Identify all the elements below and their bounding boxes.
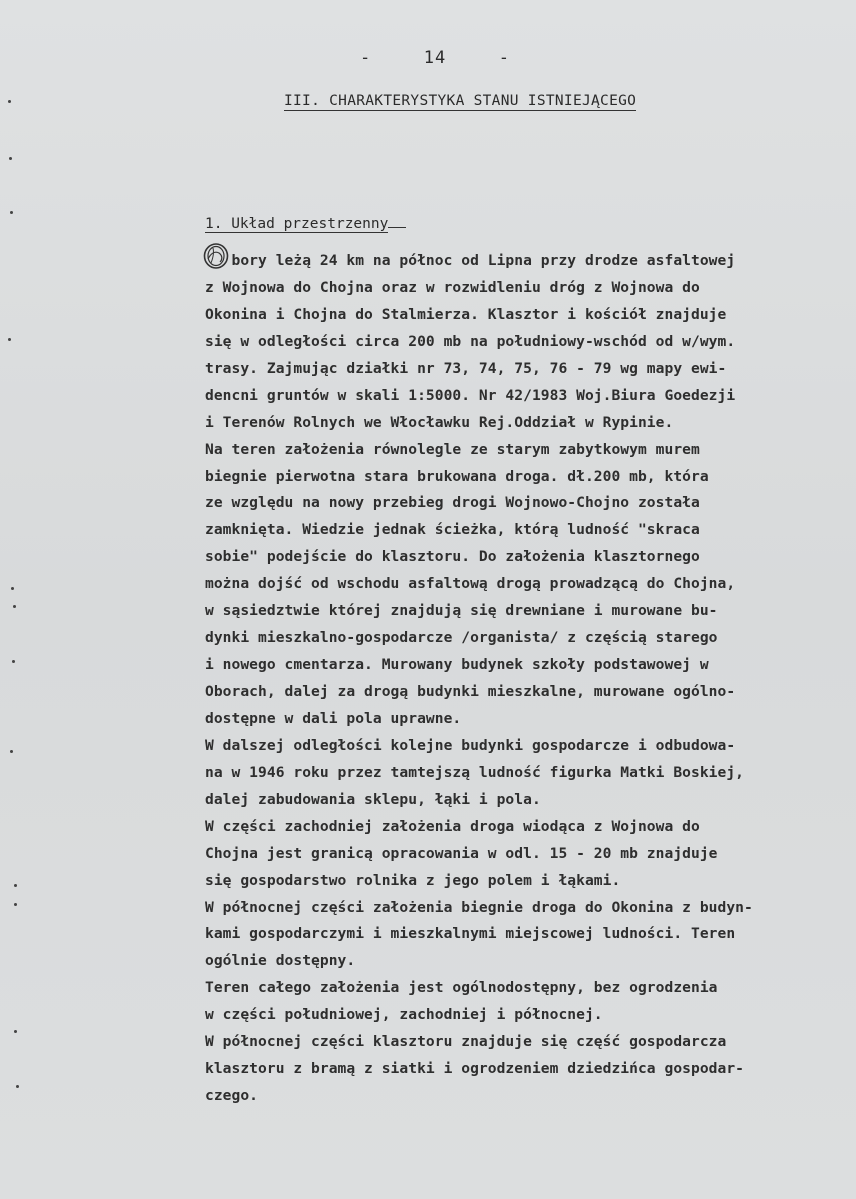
body-line: w części południowej, zachodniej i północnej. — [205, 1006, 603, 1024]
body-line: ze względu na nowy przebieg drogi Wojnowo-Chojno została — [205, 494, 700, 512]
body-line: dencni gruntów w skali 1:5000. Nr 42/1983 Woj.Biura Goedezji — [205, 386, 736, 404]
page-number-dash-left: - — [360, 48, 372, 68]
body-line: ogólnie dostępny. — [205, 952, 356, 970]
body-line: dostępne w dali pola uprawne. — [205, 709, 462, 727]
body-line: z Wojnowa do Chojna oraz w rozwidleniu dróg z Wojnowa do — [205, 278, 700, 296]
body-line: w sąsiedztwie której znajdują się drewniane i murowane bu- — [205, 602, 718, 620]
body-line: i nowego cmentarza. Murowany budynek szkoły podstawowej w — [205, 656, 709, 674]
body-line: czego. — [205, 1087, 259, 1105]
body-line: biegnie pierwotna stara brukowana droga. dł.200 mb, która — [205, 467, 709, 485]
page-number — [360, 48, 510, 68]
body-line: Oborach, dalej za drogą budynki mieszkalne, murowane ogólno- — [205, 683, 736, 700]
body-line: kami gospodarczymi i mieszkalnymi miejscowej ludności. Teren — [205, 925, 736, 943]
chapter-heading: III. CHARAKTERYSTYKA STANU ISTNIEJĄCEGO — [284, 93, 637, 109]
body-line: W części zachodniej założenia droga wiodąca z Wojnowa do — [205, 817, 700, 835]
section-heading — [205, 216, 406, 232]
body-line: się w odległości circa 200 mb na południowy-wschód od w/wym. — [205, 332, 736, 350]
body-line: Okonina i Chojna do Stalmierza. Klasztor i kościół znajduje — [205, 305, 727, 323]
body-line: dalej zabudowania sklepu, łąki i pola. — [205, 790, 541, 808]
body-line: i Terenów Rolnych we Włocławku Rej.Oddział w Rypinie. — [205, 413, 674, 431]
body-line: klasztoru z bramą z siatki i ogrodzeniem dziedzińca gospodar- — [205, 1060, 745, 1078]
body-line: Na teren założenia równolegle ze starym zabytkowym murem — [205, 440, 700, 458]
body-text — [205, 248, 855, 1110]
body-line: W północnej części założenia biegnie droga do Okonina z budyn- — [205, 898, 753, 916]
body-line: dynki mieszkalno-gospodarcze /organista/ z częścią starego — [205, 629, 718, 647]
section-title: Układ przestrzenny — [231, 216, 389, 232]
page-number-value: 14 — [423, 48, 447, 68]
body-line: Teren całego założenia jest ogólnodostępny, bez ogrodzenia — [205, 979, 718, 997]
body-line: sobie" podejście do klasztoru. Do założenia klasztornego — [205, 548, 700, 566]
body-line: się gospodarstwo rolnika z jego polem i łąkami. — [205, 871, 621, 889]
body-line: Chojna jest granicą opracowania w odl. 15 - 20 mb znajduje — [205, 844, 718, 862]
section-number: 1. — [205, 216, 223, 232]
body-line: bory leżą 24 km na północ od Lipna przy drodze asfaltowej — [205, 252, 736, 269]
page-number-dash-right: - — [498, 48, 510, 68]
body-line: W północnej części klasztoru znajduje się część gospodarcza — [205, 1033, 727, 1051]
body-line: można dojść od wschodu asfaltową drogą prowadzącą do Chojna, — [205, 575, 736, 593]
body-line: zamknięta. Wiedzie jednak ścieżka, którą ludność "skraca — [205, 521, 700, 539]
body-line: na w 1946 roku przez tamtejszą ludność figurka Matki Boskiej, — [205, 763, 745, 781]
body-line: trasy. Zajmując działki nr 73, 74, 75, 76 - 79 wg mapy ewi- — [205, 359, 727, 377]
body-line: W dalszej odległości kolejne budynki gospodarcze i odbudowa- — [205, 736, 736, 754]
